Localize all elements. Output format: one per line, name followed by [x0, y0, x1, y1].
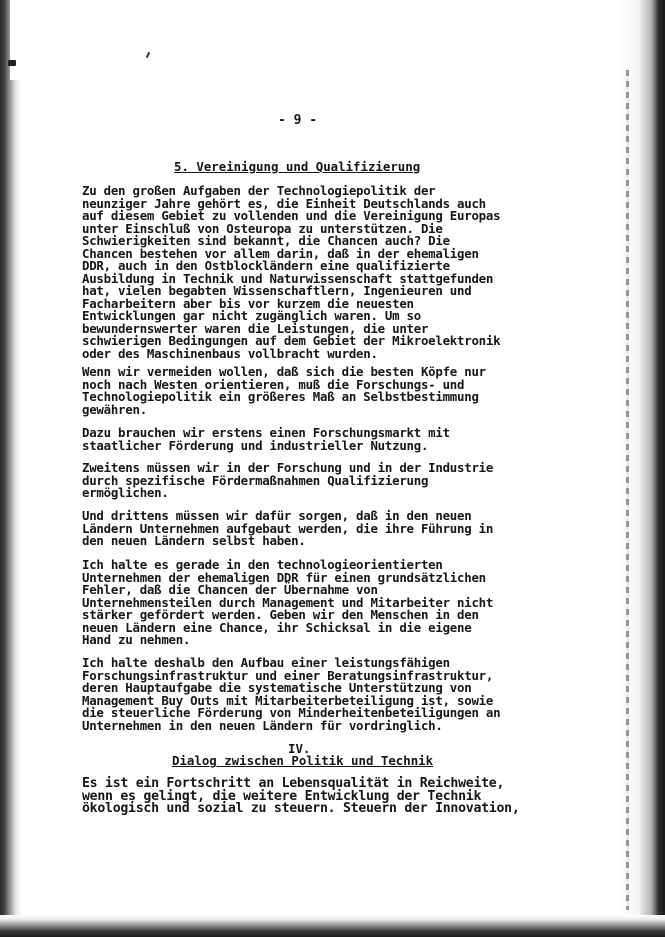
text-line: Es ist ein Fortschritt an Lebensqualität in Reichweite, — [82, 776, 505, 791]
scan-edge-right-strip — [626, 70, 629, 910]
paragraph-5 — [82, 510, 493, 548]
text-line: Dazu brauchen wir erstens einen Forschungsmarkt mit — [82, 425, 450, 440]
text-line: noch nach Westen orientieren, muß die Forschungs- und — [82, 376, 465, 392]
section-heading: Dialog zwischen Politik und Technik — [172, 753, 434, 768]
text-line: Unternehmen der ehemaligen DDR für einen grundsätzlichen — [82, 569, 486, 585]
text-line: Chancen bestehen vor allem darin, daß in der ehemaligen — [82, 245, 479, 261]
text-line: ökologisch und sozial zu steuern. Steuern der Innovation, — [82, 801, 520, 816]
text-line: hat, vielen begabten Wissenschaftlern, Ingenieuren und — [82, 283, 472, 298]
text-line: Unternehmensteilen durch Management und Mitarbeiter nicht — [82, 594, 494, 610]
text-line: ermöglichen. — [82, 485, 169, 500]
text-line: Facharbeitern aber bis vor kurzem die neuesten — [82, 295, 414, 311]
text-line: stärker gefördert werden. Geben wir den Menschen in den — [82, 607, 479, 622]
text-line: neunziger Jahre gehört es, die Einheit Deutschlands auch — [82, 195, 486, 211]
text-line: bewundernswerter waren die Leistungen, die unter — [82, 320, 429, 336]
text-line: Ich halte es gerade in den technologieorientierten — [82, 557, 443, 572]
paragraph-2 — [82, 366, 486, 416]
text-line: Hand zu nehmen. — [82, 632, 191, 647]
text-line: Management Buy Outs mit Mitarbeiterbeteiligung ist, sowie — [82, 692, 494, 708]
scan-edge-bottom — [0, 915, 665, 937]
text-line: die steuerliche Förderung von Minderheitenbeteiligungen an — [82, 705, 501, 720]
text-line: Ich halte deshalb den Aufbau einer leistungsfähigen — [82, 655, 450, 670]
text-line: wenn es gelingt, die weitere Entwicklung der Technik — [82, 788, 482, 804]
text-line: neuen Ländern eine Chance, ihr Schicksal in die eigene — [82, 619, 472, 635]
text-line: oder des Maschinenbaus vollbracht wurden. — [82, 345, 378, 361]
text-line: deren Hauptaufgabe die systematische Unterstützung von — [82, 680, 472, 695]
text-line: schwierigen Bedingungen auf dem Gebiet der Mikroelektronik — [82, 333, 501, 348]
text-line: Entwicklungen gar nicht zugänglich waren. Um so — [82, 308, 421, 323]
paragraph-3 — [82, 427, 450, 452]
page-number: - 9 - — [278, 113, 318, 128]
section-heading: 5. Vereinigung und Qualifizierung — [174, 159, 421, 174]
stray-mark — [146, 52, 150, 58]
text-line: durch spezifische Fördermaßnahmen Qualifizierung — [82, 472, 429, 488]
text-line: Zu den großen Aufgaben der Technologiepolitik der — [82, 183, 436, 198]
paragraph-4 — [82, 462, 493, 500]
paragraph-6 — [82, 559, 493, 647]
text-line: Und drittens müssen wir dafür sorgen, daß in den neuen — [82, 508, 472, 523]
text-line: Unternehmen in den neuen Ländern für vordringlich. — [82, 717, 443, 733]
text-line: unter Einschluß von Osteuropa zu unterstützen. Die — [82, 220, 443, 236]
text-line: Ländern Unternehmen aufgebaut werden, die ihre Führung in — [82, 520, 494, 536]
text-line: Wenn wir vermeiden wollen, daß sich die besten Köpfe nur — [82, 364, 486, 379]
text-line: Schwierigkeiten sind bekannt, die Chancen auch? Die — [82, 233, 450, 248]
text-line: gewähren. — [82, 401, 147, 417]
paragraph-8 — [82, 778, 520, 816]
scan-edge-left — [0, 0, 22, 937]
text-line: Fehler, daß die Chancen der Übernahme von — [82, 582, 378, 597]
section-roman-numeral: IV. — [288, 741, 311, 756]
scan-edge-left-gap — [10, 0, 22, 80]
paragraph-7 — [82, 657, 500, 732]
text-line: DDR, auch in den Ostblockländern eine qualifizierte — [82, 258, 450, 273]
text-line: Forschungsinfrastruktur und einer Beratungsinfrastruktur, — [82, 667, 494, 683]
paragraph-1 — [82, 185, 500, 360]
text-line: Technologiepolitik ein größeres Maß an Selbstbestimmung — [82, 389, 479, 404]
text-line: Zweitens müssen wir in der Forschung und in der Industrie — [82, 460, 494, 475]
text-line: staatlicher Förderung und industrieller Nutzung. — [82, 437, 429, 453]
text-line: Ausbildung in Technik und Naturwissenschaft stattgefunden — [82, 270, 494, 286]
text-line: den neuen Ländern selbst haben. — [82, 533, 306, 548]
text-line: auf diesem Gebiet zu vollenden und die Vereinigung Europas — [82, 208, 501, 223]
scan-mark — [8, 60, 16, 66]
